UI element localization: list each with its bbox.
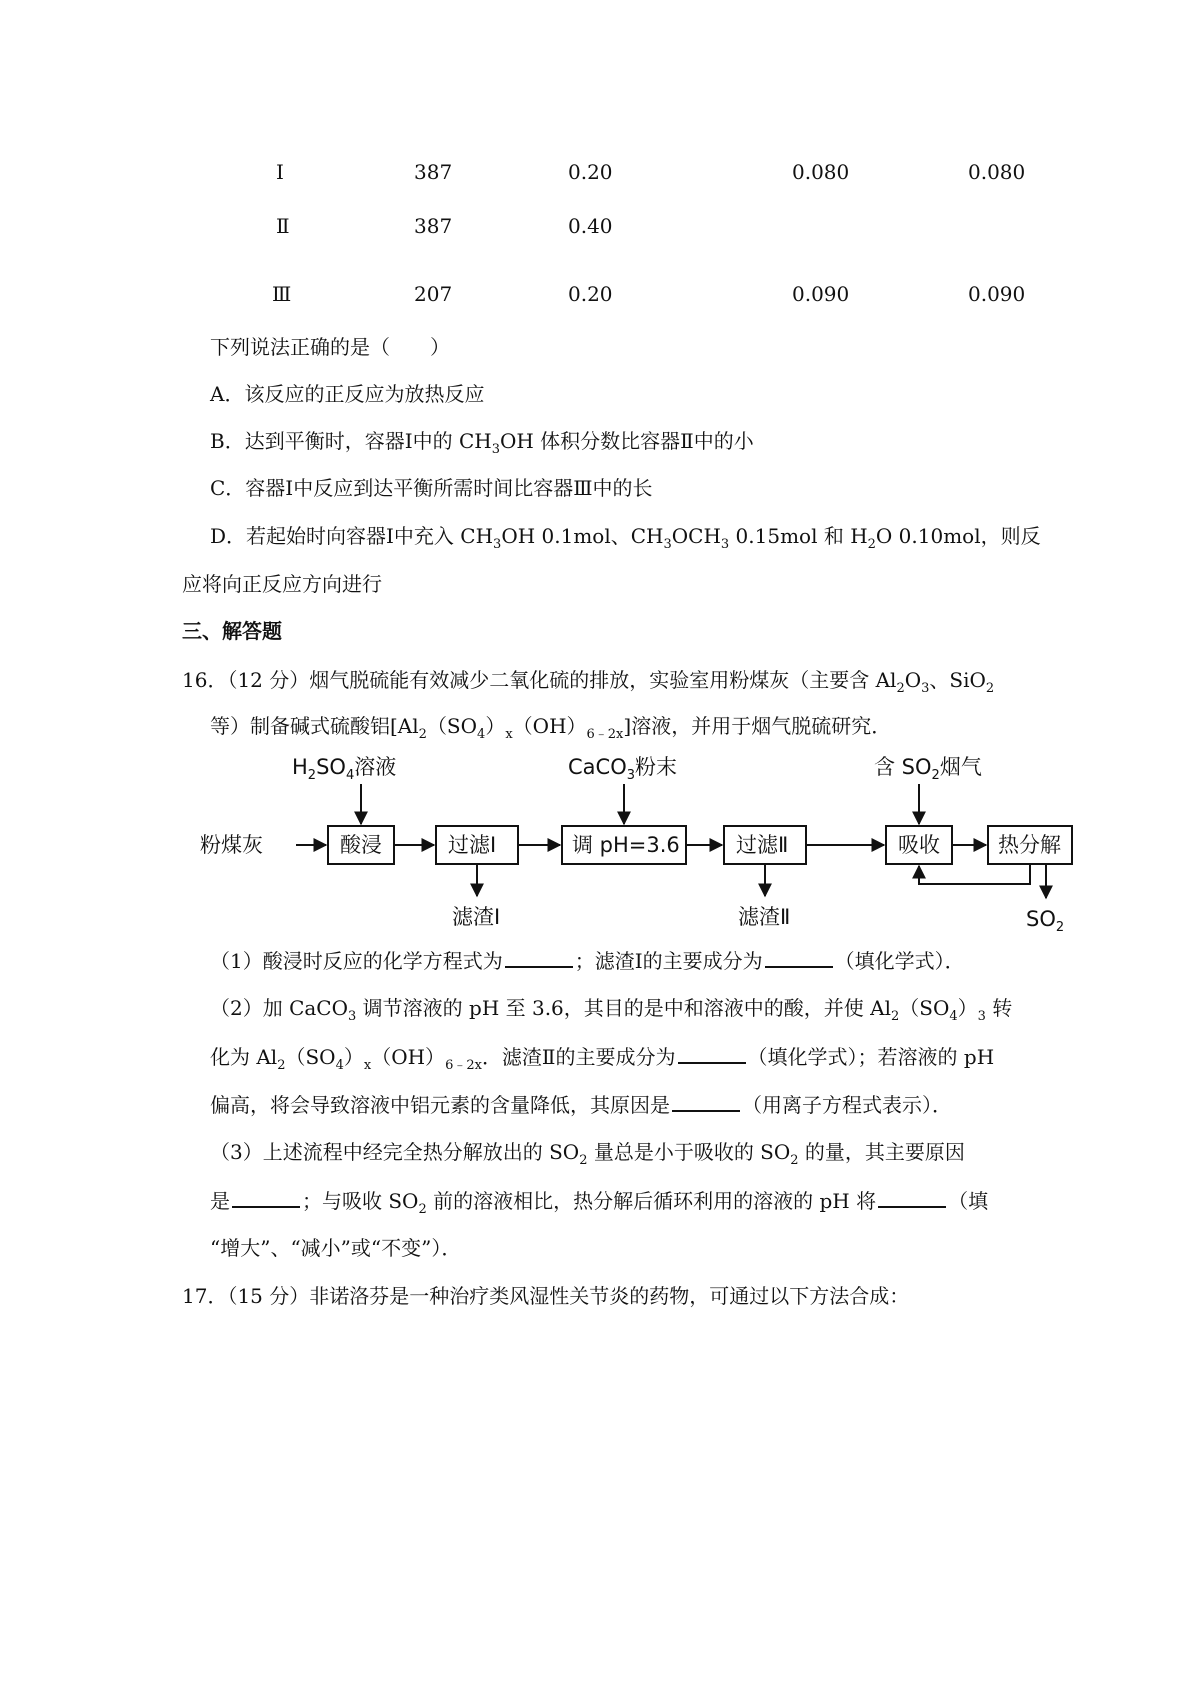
table-cell-id: Ⅱ (276, 214, 290, 238)
answer-blank[interactable] (232, 1186, 300, 1208)
label-caco3: CaCO$_3$粉末 (568, 755, 678, 783)
q16-part1: （1）酸浸时反应的化学方程式为 ；滤渣Ⅰ的主要成分为 （填化学式）． (210, 946, 965, 975)
label-acid-leach: 酸浸 (340, 833, 382, 857)
table-cell-v1: 0.080 (792, 160, 850, 184)
q15-stem: 下列说法正确的是（ ） (210, 335, 450, 359)
table-cell-init: 0.20 (568, 160, 613, 184)
label-h2so4: $H_2SO_4$溶液 (292, 755, 397, 783)
label-adjust-ph: 调 pH=3.6 (572, 833, 680, 857)
q16-part3-line2: 是 ；与吸收 $SO_2$ 前的溶液相比，热分解后循环利用的溶液的 pH 将 （填 (210, 1186, 988, 1215)
q17-stem: 17．（15 分）非诺洛芬是一种治疗类风湿性关节炎的药物，可通过以下方法合成： (182, 1284, 910, 1308)
answer-blank[interactable] (505, 946, 573, 968)
q16-part3-line1: （3）上述流程中经完全热分解放出的 $SO_2$ 量总是小于吸收的 $SO_2$ 的量，其主要原因 (210, 1140, 965, 1168)
label-filter-2: 过滤Ⅱ (736, 833, 789, 857)
label-so2-out: $SO_2$ (1026, 907, 1065, 935)
process-flow-diagram (200, 755, 1065, 936)
q16-part2-line3: 偏高，将会导致溶液中铝元素的含量降低，其原因是 （用离子方程式表示）． (210, 1090, 952, 1119)
table-cell-v1: 0.090 (792, 282, 850, 306)
label-thermal: 热分解 (998, 833, 1061, 857)
q15-option-d-cont: 应将向正反应方向进行 (182, 572, 382, 596)
q15-option-d: D．若起始时向容器Ⅰ中充入 $CH_3OH$ 0.1mol、$CH_3OCH_3$ 0.15mol 和 $H_2O$ 0.10mol，则反 (210, 524, 1041, 552)
table-cell-temp: 207 (414, 282, 453, 306)
table-cell-v2: 0.090 (968, 282, 1026, 306)
table-cell-v2: 0.080 (968, 160, 1026, 184)
section-heading: 三、解答题 (182, 619, 282, 643)
label-residue-2: 滤渣Ⅱ (738, 905, 791, 929)
q15-option-b: B．达到平衡时，容器Ⅰ中的 $CH_3OH$ 体积分数比容器Ⅱ中的小 (210, 429, 754, 457)
recycle-arrow (919, 864, 1030, 884)
table-cell-id: Ⅲ (272, 282, 292, 306)
q16-line2: 等）制备碱式硫酸铝$[Al_2(SO_4)_x(OH)_{6﹣2x}]$溶液，并用于烟气脱硫研究． (210, 714, 892, 742)
table-cell-init: 0.40 (568, 214, 613, 238)
label-absorb: 吸收 (898, 833, 940, 857)
q15-option-a: A．该反应的正反应为放热反应 (210, 382, 485, 406)
label-residue-1: 滤渣Ⅰ (452, 905, 501, 929)
table-cell-temp: 387 (414, 214, 453, 238)
q16-part3-line3: “增大”、“减小”或“不变”）． (210, 1236, 462, 1260)
answer-blank[interactable] (672, 1090, 740, 1112)
table-cell-init: 0.20 (568, 282, 613, 306)
q16-part2-line1: （2）加 CaCO$_3$ 调节溶液的 pH 至 3.6，其目的是中和溶液中的酸，并使 $Al_2(SO_4)_3$ 转 (210, 996, 1013, 1024)
q15-option-c: C．容器Ⅰ中反应到达平衡所需时间比容器Ⅲ中的长 (210, 476, 653, 500)
table-cell-id: Ⅰ (276, 160, 284, 184)
answer-blank[interactable] (878, 1186, 946, 1208)
q16-line1: 16．（12 分）烟气脱硫能有效减少二氧化硫的排放，实验室用粉煤灰（主要含 $Al_2O_3$、SiO$_2$ (182, 668, 995, 696)
label-start: 粉煤灰 (200, 833, 263, 857)
answer-blank[interactable] (678, 1042, 746, 1064)
label-filter-1: 过滤Ⅰ (448, 833, 497, 857)
label-so2-gas: 含 $SO_2$烟气 (874, 755, 982, 783)
q16-part2-line2: 化为 $Al_2(SO_4)_x(OH)_{6﹣2x}$．滤渣Ⅱ的主要成分为 （填化学式）；若溶液的 pH (210, 1042, 994, 1071)
table-cell-temp: 387 (414, 160, 453, 184)
answer-blank[interactable] (765, 946, 833, 968)
